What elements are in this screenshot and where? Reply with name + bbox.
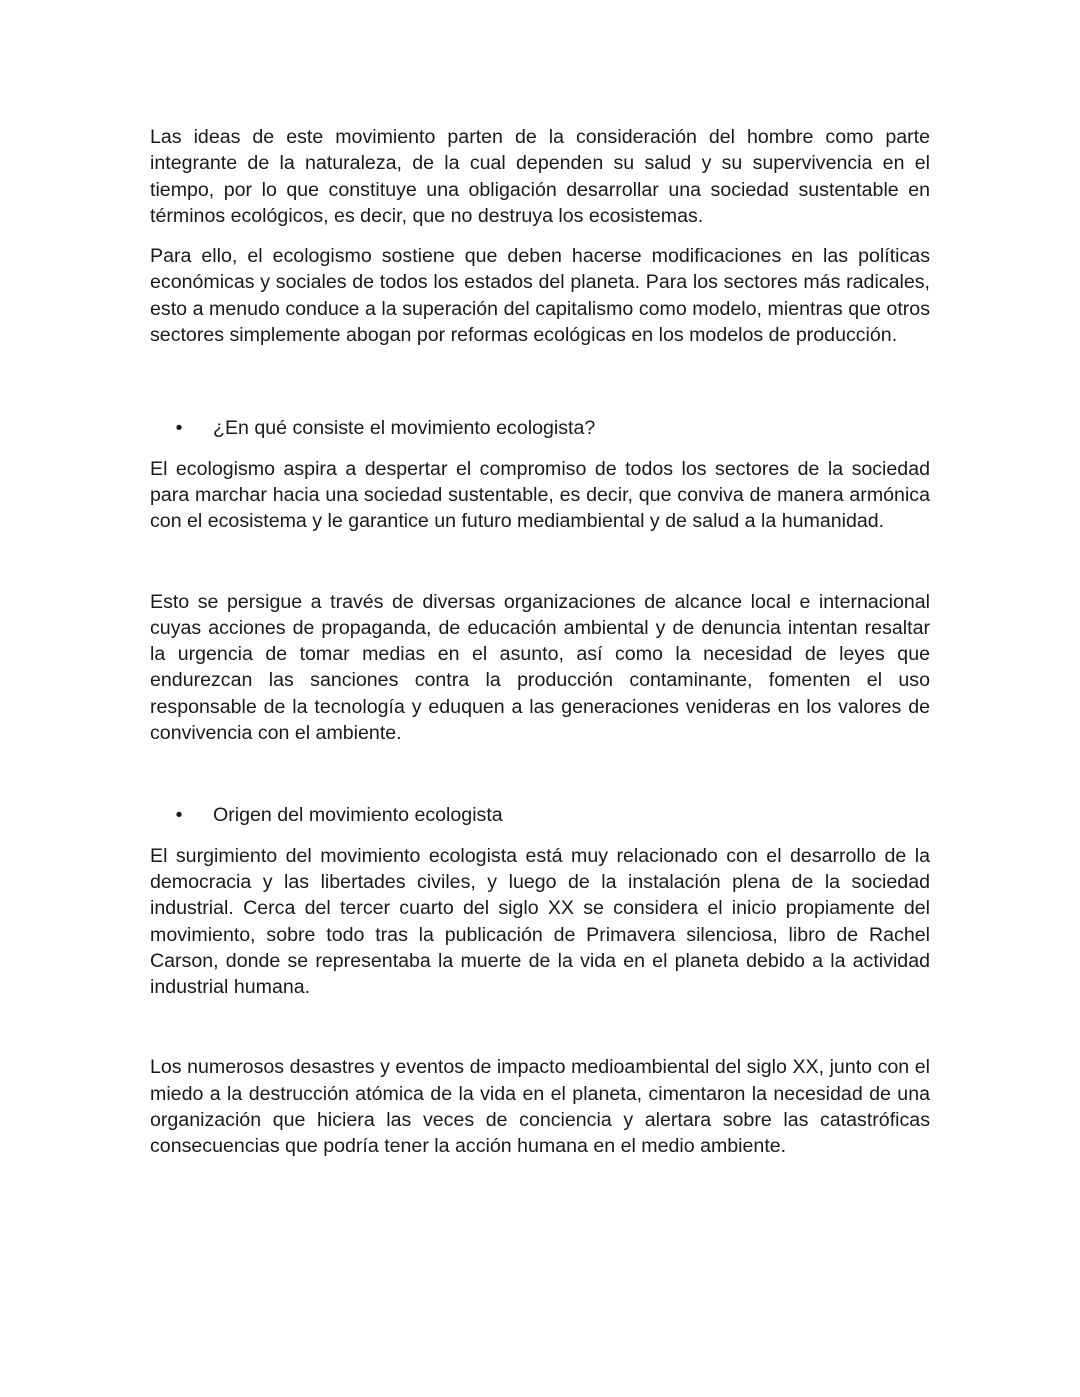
paragraph-origen-2: Los numerosos desastres y eventos de impacto medioambiental del siglo XX, junto con el miedo a la destrucción atómica de la vida en el planeta, cimentaron la necesidad de una organización que hiciera las veces de conciencia y alertara sobre las catastróficas consecuencias que podría tener la acción humana en el medio ambiente. <box>150 1056 930 1158</box>
heading-text: Origen del movimiento ecologista <box>213 804 503 827</box>
paragraph-consiste-2: Esto se persigue a través de diversas organizaciones de alcance local e internacional cuyas acciones de propaganda, de educación ambiental y de denuncia intentan resaltar la urgencia de tomar medias en el asunto, así como la necesidad de leyes que endurezcan las sanciones contra la producción contaminante, fomenten el uso responsable de la tecnología y eduquen a las generaciones venideras en los valores de convivencia con el ambiente. <box>150 590 930 745</box>
paragraph-policies: Para ello, el ecologismo sostiene que deben hacerse modificaciones en las políticas económicas y sociales de todos los estados del planeta. Para los sectores más radicales, esto a menudo conduce a la superación del capitalismo como modelo, mientras que otros sectores simplemente abogan por reformas ecológicas en los modelos de producción. <box>150 245 930 347</box>
bullet-icon: • <box>175 417 183 440</box>
section-heading-consiste <box>150 415 930 441</box>
paragraph-consiste-1: El ecologismo aspira a despertar el compromiso de todos los sectores de la sociedad para marchar hacia una sociedad sustentable, es decir, que conviva de manera armónica con el ecosistema y le garantice un futuro mediambiental y de salud a la humanidad. <box>150 457 930 533</box>
bullet-icon: • <box>175 804 183 827</box>
paragraph-intro: Las ideas de este movimiento parten de la consideración del hombre como parte integrante de la naturaleza, de la cual dependen su salud y su supervivencia en el tiempo, por lo que constituye una obligación desarrollar una sociedad sustentable en términos ecológicos, es decir, que no destruya los ecosistemas. <box>150 126 930 227</box>
paragraph-origen-1: El surgimiento del movimiento ecologista está muy relacionado con el desarrollo de la democracia y las libertades civiles, y luego de la instalación plena de la sociedad industrial. Cerca del tercer cuarto del siglo XX se considera el inicio propiamente del movimiento, sobre todo tras la publicación de Primavera silenciosa, libro de Rachel Carson, donde se representaba la muerte de la vida en el planeta debido a la actividad industrial humana. <box>150 844 930 999</box>
section-heading-origen <box>150 802 930 828</box>
heading-text: ¿En qué consiste el movimiento ecologista? <box>213 417 596 440</box>
document-page <box>150 124 930 1160</box>
